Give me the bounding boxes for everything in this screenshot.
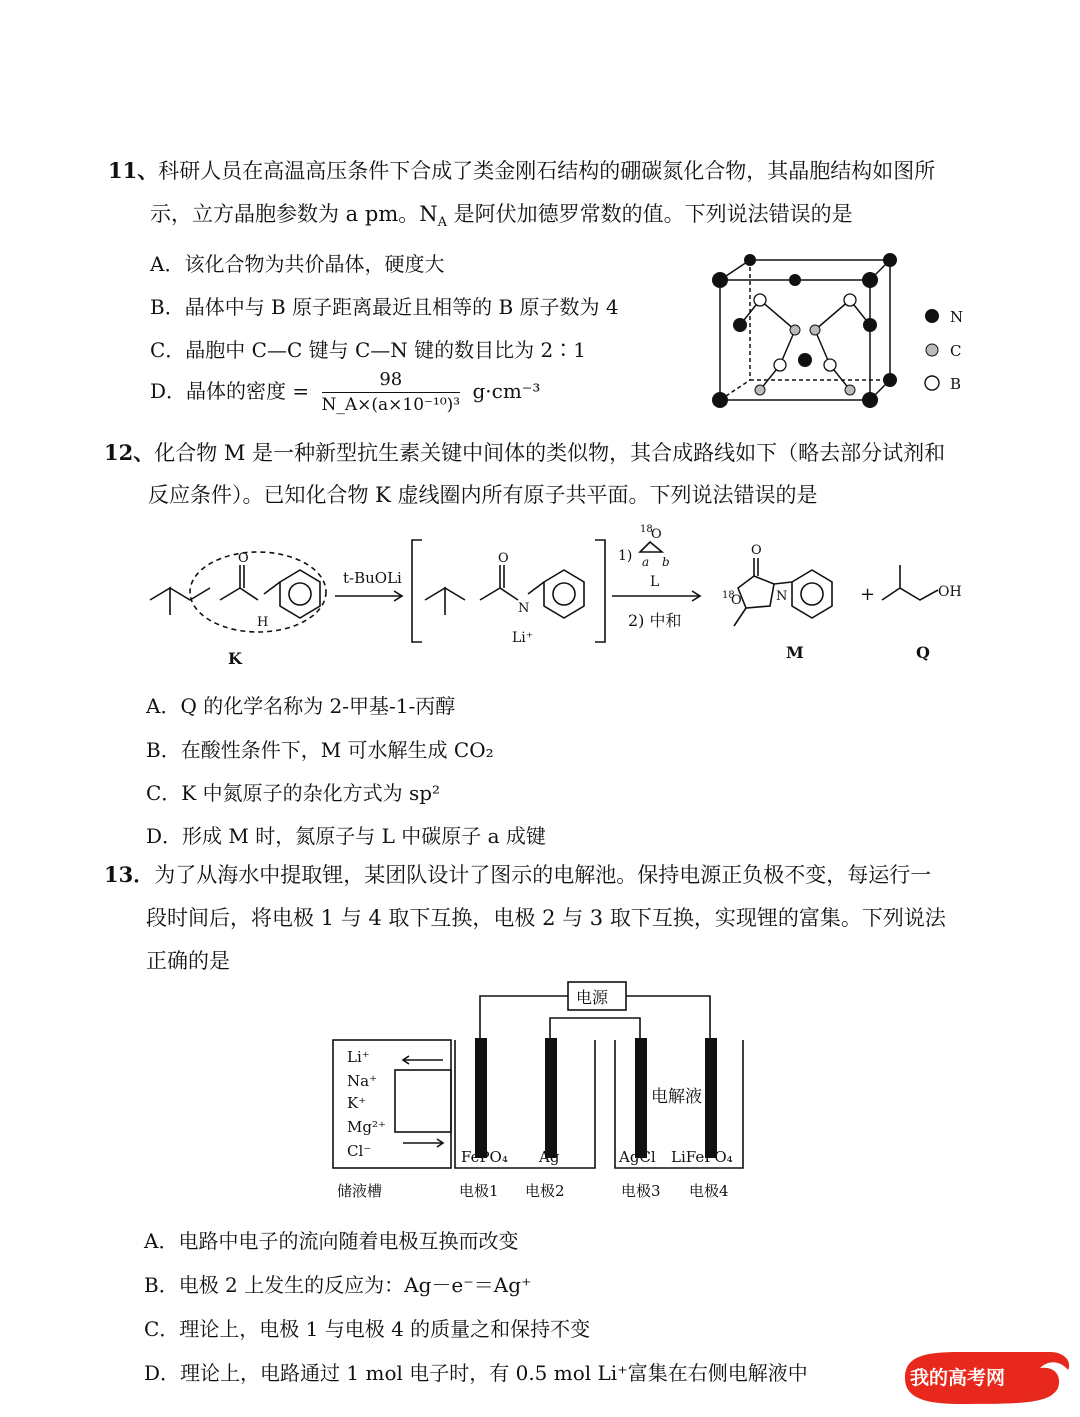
crystal-cell-diagram — [700, 250, 980, 420]
q11-line1: 11、科研人员在高温高压条件下合成了类金刚石结构的硼碳氮化合物，其晶胞结构如图所 — [108, 158, 936, 183]
svg-text:O: O — [651, 527, 662, 542]
svg-text:FePO₄: FePO₄ — [461, 1148, 508, 1166]
svg-text:+: + — [860, 584, 876, 605]
svg-text:2) 中和: 2) 中和 — [628, 611, 682, 630]
q13-option-a: A．电路中电子的流向随着电极互换而改变 — [144, 1229, 519, 1253]
svg-text:N: N — [518, 601, 530, 616]
q12-line2: 反应条件）。已知化合物 K 虚线圈内所有原子共平面。下列说法错误的是 — [148, 483, 818, 507]
q11-option-a: A．该化合物为共价晶体，硬度大 — [150, 252, 445, 276]
svg-text:K⁺: K⁺ — [347, 1094, 367, 1112]
svg-text:Q: Q — [916, 643, 930, 662]
q12-option-a: A．Q 的化学名称为 2-甲基-1-丙醇 — [146, 694, 456, 718]
svg-text:AgCl: AgCl — [619, 1148, 656, 1166]
q11-option-c: C．晶胞中 C—C 键与 C—N 键的数目比为 2∶1 — [150, 338, 586, 362]
svg-text:Li⁺: Li⁺ — [512, 630, 534, 646]
svg-text:K: K — [228, 649, 242, 668]
svg-text:N: N — [776, 589, 788, 604]
q12-option-d: D．形成 M 时，氮原子与 L 中碳原子 a 成键 — [146, 824, 546, 848]
q11-option-b: B．晶体中与 B 原子距离最近且相等的 B 原子数为 4 — [150, 295, 619, 319]
watermark-text: 我的高考网 — [910, 1367, 1006, 1389]
q13-number: 13． — [104, 862, 155, 887]
svg-text:M: M — [786, 643, 804, 662]
svg-text:a: a — [642, 555, 650, 569]
svg-text:Mg²⁺: Mg²⁺ — [347, 1118, 386, 1136]
density-fraction: $\frac{98}{\text{N\_A×(a×10⁻¹⁰)³}}$ — [321, 369, 461, 415]
svg-text:C: C — [950, 342, 962, 360]
svg-text:O: O — [751, 543, 762, 558]
svg-text:O: O — [731, 593, 742, 608]
svg-text:O: O — [498, 551, 509, 566]
svg-text:电源: 电源 — [576, 988, 609, 1007]
svg-text:Li⁺: Li⁺ — [347, 1048, 370, 1066]
svg-text:b: b — [662, 555, 670, 569]
q11-number: 11、 — [108, 158, 159, 183]
q12-option-c: C．K 中氮原子的杂化方式为 sp² — [146, 781, 441, 805]
q13-option-c: C．理论上，电极 1 与电极 4 的质量之和保持不变 — [144, 1317, 591, 1341]
synthesis-route-diagram — [140, 520, 980, 670]
q13-option-b: B．电极 2 上发生的反应为：Ag－e⁻＝Ag⁺ — [144, 1273, 532, 1297]
svg-text:H: H — [257, 615, 269, 630]
electrolysis-cell-diagram — [325, 978, 755, 1203]
svg-text:电极4: 电极4 — [689, 1182, 729, 1200]
q11-line2: 示，立方晶胞参数为 a pm。$N_A$ 是阿伏加德罗常数的值。下列说法错误的是 — [150, 202, 853, 231]
svg-text:t-BuOLi: t-BuOLi — [343, 569, 402, 587]
svg-text:OH: OH — [938, 584, 962, 600]
q12-line1: 12、化合物 M 是一种新型抗生素关键中间体的类似物，其合成路线如下（略去部分试剂和 — [104, 440, 946, 465]
q13-line1: 13．为了从海水中提取锂，某团队设计了图示的电解池。保持电源正负极不变，每运行一 — [104, 862, 932, 887]
svg-text:1): 1) — [618, 548, 633, 564]
svg-text:电极1: 电极1 — [459, 1182, 499, 1200]
svg-text:Cl⁻: Cl⁻ — [347, 1142, 372, 1160]
svg-text:N: N — [950, 308, 964, 326]
svg-text:电解液: 电解液 — [651, 1087, 702, 1107]
svg-text:L: L — [650, 574, 660, 590]
q13-line3: 正确的是 — [146, 949, 230, 973]
svg-text:LiFePO₄: LiFePO₄ — [671, 1148, 733, 1166]
svg-text:电极3: 电极3 — [621, 1182, 661, 1200]
svg-text:O: O — [238, 551, 249, 566]
q11-option-d: D．晶体的密度 = $\frac{98}{\text{N\_A×(a×10⁻¹⁰)³}}$ g·cm⁻³ — [150, 369, 541, 415]
q13-option-d: D．理论上，电路通过 1 mol 电子时，有 0.5 mol Li⁺富集在右侧电解液中 — [144, 1361, 808, 1385]
svg-text:Ag: Ag — [539, 1148, 560, 1166]
svg-text:B: B — [950, 375, 962, 393]
svg-text:储液槽: 储液槽 — [337, 1182, 383, 1200]
svg-text:18: 18 — [722, 590, 735, 601]
q12-option-b: B．在酸性条件下，M 可水解生成 CO₂ — [146, 738, 494, 762]
q13-line2: 段时间后，将电极 1 与 4 取下互换，电极 2 与 3 取下互换，实现锂的富集。下列说法 — [146, 906, 946, 930]
svg-text:18: 18 — [640, 524, 653, 535]
svg-text:电极2: 电极2 — [525, 1182, 565, 1200]
q12-number: 12、 — [104, 440, 155, 465]
svg-text:Na⁺: Na⁺ — [347, 1072, 377, 1090]
